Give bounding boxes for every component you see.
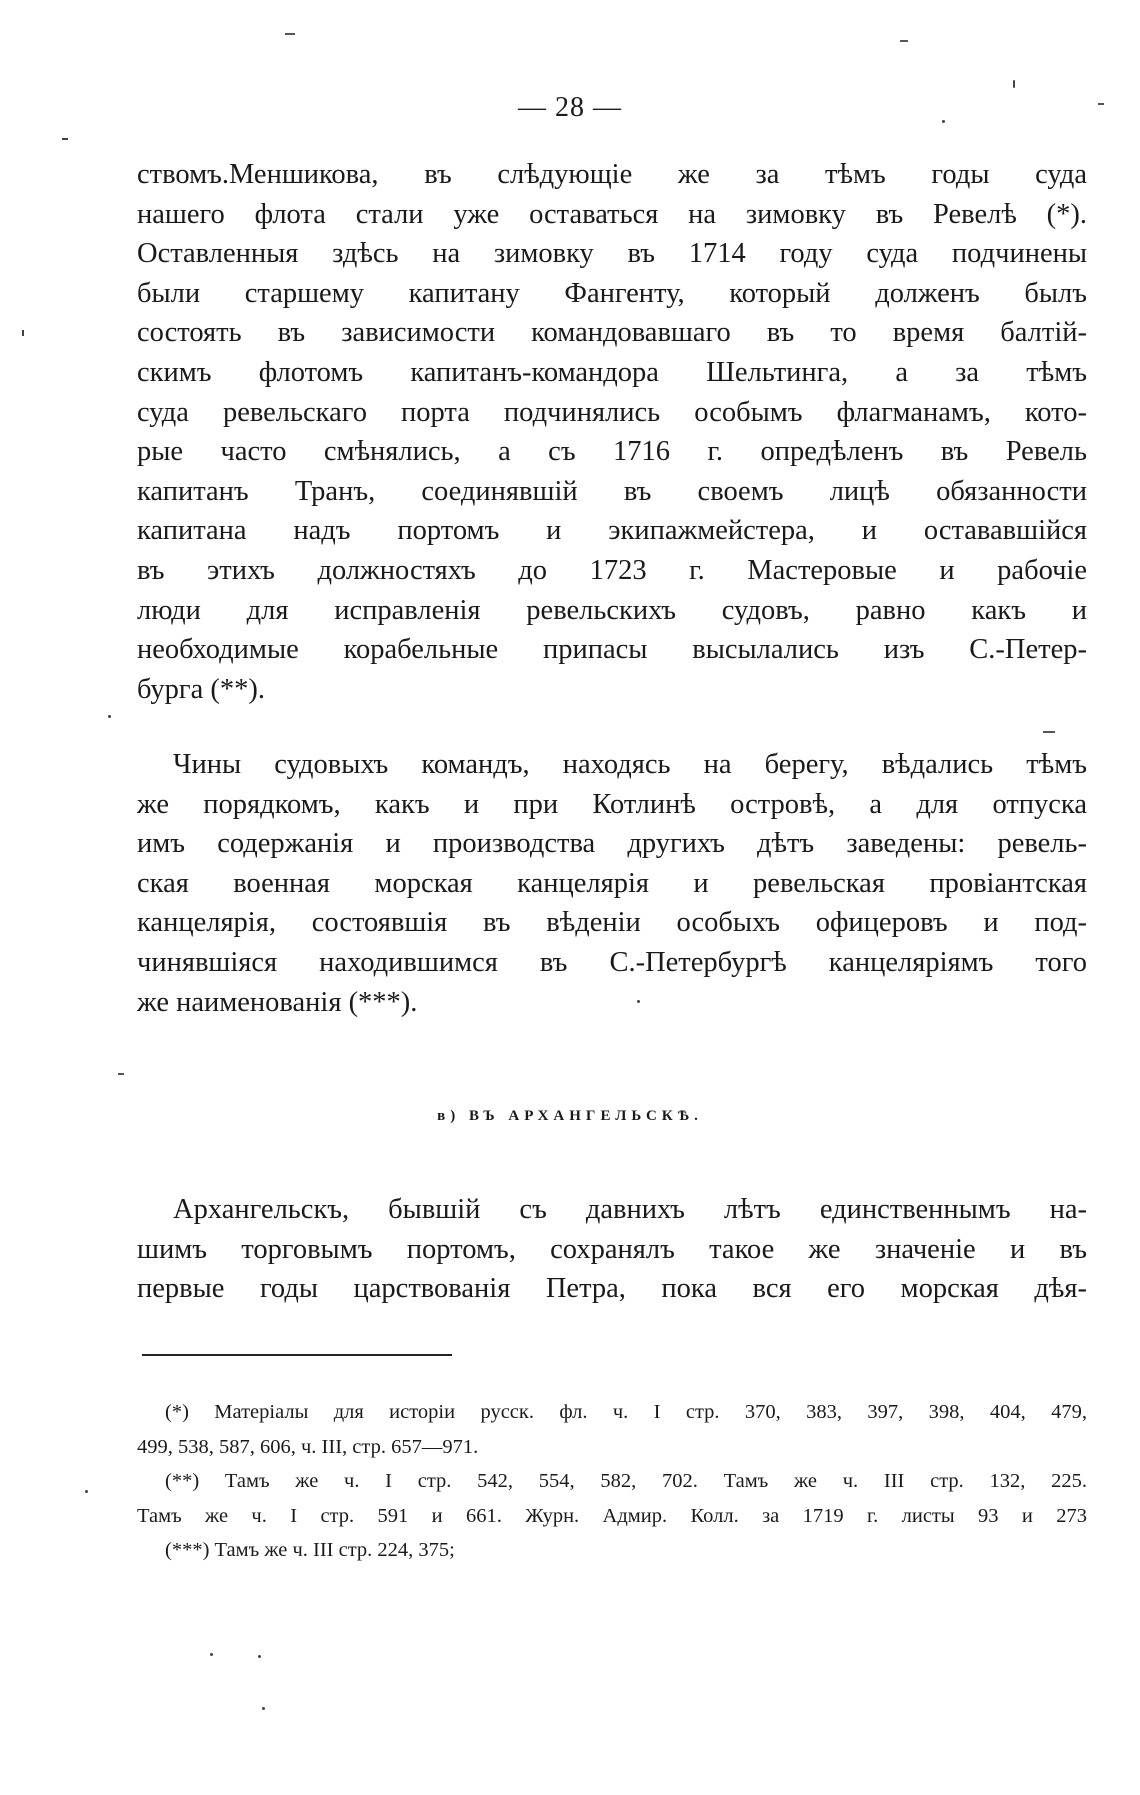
paragraph-3 bbox=[137, 1190, 1087, 1309]
scan-speck bbox=[22, 330, 24, 336]
scan-speck bbox=[900, 40, 908, 42]
scan-speck bbox=[1013, 80, 1015, 88]
text-line: чинявшіяся находившимся въ С.-Петербургѣ канцеляріямъ того bbox=[137, 946, 1087, 978]
text-line: Архангельскъ, бывшій съ давнихъ лѣтъ единственнымъ на- bbox=[173, 1194, 1087, 1225]
text-line: состоять въ зависимости командовавшаго въ то время балтій- bbox=[137, 317, 1087, 349]
footnote-line: (***) Тамъ же ч. III стр. 224, 375; bbox=[165, 1539, 455, 1561]
scan-speck bbox=[262, 1707, 265, 1710]
text-line: люди для исправленія ревельскихъ судовъ, равно какъ и bbox=[137, 594, 1087, 626]
scan-speck bbox=[942, 120, 945, 123]
text-line: шимъ торговымъ портомъ, сохранялъ такое же значеніе и въ bbox=[137, 1233, 1087, 1265]
text-line: ская военная морская канцелярія и ревельская провіантская bbox=[137, 867, 1087, 899]
paragraph-2 bbox=[137, 745, 1087, 1022]
text-line: суда ревельскаго порта подчинялись особымъ флагманамъ, кото- bbox=[137, 396, 1087, 428]
footnote-line: Тамъ же ч. I стр. 591 и 661. Журн. Адмир. Колл. за 1719 г. листы 93 и 273 bbox=[137, 1504, 1087, 1527]
text-line: капитана надъ портомъ и экипажмейстера, и остававшійся bbox=[137, 515, 1087, 547]
scan-speck bbox=[62, 138, 68, 140]
text-line: канцелярія, состоявшія въ вѣденіи особыхъ офицеровъ и под- bbox=[137, 907, 1087, 939]
text-line: въ этихъ должностяхъ до 1723 г. Мастеровые и рабочіе bbox=[137, 554, 1087, 586]
text-line: ствомъ.Меншикова, въ слѣдующіе же за тѣмъ годы суда bbox=[137, 159, 1087, 190]
text-line: первые годы царствованія Петра, пока вся его морская дѣя- bbox=[137, 1273, 1087, 1305]
text-line: скимъ флотомъ капитанъ-командора Шельтинга, а за тѣмъ bbox=[137, 356, 1087, 388]
footnote-line: 499, 538, 587, 606, ч. III, стр. 657—971. bbox=[137, 1435, 479, 1458]
scan-speck bbox=[118, 1073, 124, 1075]
section-heading: в) ВЪ АРХАНГЕЛЬСКѢ. bbox=[437, 1108, 703, 1124]
scan-speck bbox=[85, 1490, 88, 1493]
text-line: бурга (**). bbox=[137, 673, 265, 705]
text-line: Оставленныя здѣсь на зимовку въ 1714 году суда подчинены bbox=[137, 238, 1087, 270]
text-line: были старшему капитану Фангенту, который долженъ былъ bbox=[137, 277, 1087, 309]
footnotes bbox=[137, 1395, 1087, 1568]
page-number: — 28 — bbox=[518, 92, 622, 123]
text-line: Чины судовыхъ командъ, находясь на берегу, вѣдались тѣмъ bbox=[173, 749, 1087, 780]
text-line: рые часто смѣнялись, а съ 1716 г. опредѣленъ въ Ревель bbox=[137, 436, 1087, 468]
scan-speck bbox=[637, 1000, 640, 1003]
text-line: имъ содержанія и производства другихъ дѣтъ заведены: ревель- bbox=[137, 828, 1087, 860]
scan-speck bbox=[1098, 103, 1104, 105]
text-line: необходимые корабельные припасы высылались изъ С.-Петер- bbox=[137, 634, 1087, 666]
paragraph-1 bbox=[137, 155, 1087, 709]
scan-speck bbox=[258, 1655, 261, 1658]
footnote-divider bbox=[142, 1354, 452, 1356]
footnote-line: (**) Тамъ же ч. I стр. 542, 554, 582, 702. Тамъ же ч. III стр. 132, 225. bbox=[165, 1470, 1087, 1492]
text-line: же порядкомъ, какъ и при Котлинѣ островѣ, а для отпуска bbox=[137, 788, 1087, 820]
scan-speck bbox=[285, 33, 295, 35]
text-line: капитанъ Транъ, соединявшій въ своемъ лицѣ обязанности bbox=[137, 475, 1087, 507]
scan-speck bbox=[108, 715, 111, 718]
scan-speck bbox=[210, 1653, 213, 1656]
footnote-line: (*) Матеріалы для исторіи русск. фл. ч. I стр. 370, 383, 397, 398, 404, 479, bbox=[165, 1401, 1087, 1423]
text-line: нашего флота стали уже оставаться на зимовку въ Ревелѣ (*). bbox=[137, 198, 1087, 230]
text-line: же наименованія (***). bbox=[137, 986, 418, 1018]
scan-speck bbox=[1043, 731, 1055, 733]
